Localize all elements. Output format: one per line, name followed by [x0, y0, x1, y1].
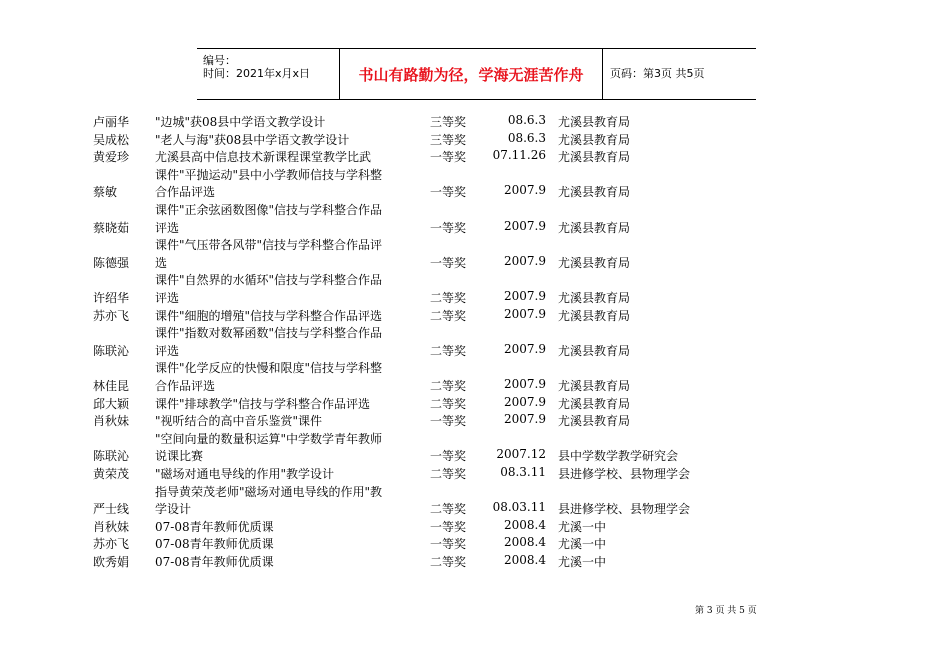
award-date: 08.6.3 — [507, 113, 546, 127]
entry-title: 尤溪县高中信息技术新课程课堂教学比武 — [155, 150, 372, 165]
awarding-organization: 尤溪一中 — [558, 537, 607, 552]
teacher-name: 严士线 — [93, 502, 130, 517]
table-row — [0, 113, 950, 131]
entry-title: 07-08青年教师优质课 — [155, 555, 274, 569]
teacher-name: 许绍华 — [93, 290, 130, 305]
awarding-organization: 尤溪县教育局 — [558, 132, 631, 147]
table-row — [0, 483, 950, 518]
award-level: 三等奖 — [430, 132, 467, 147]
award-date: 2007.9 — [504, 253, 546, 268]
awarding-organization: 尤溪县教育局 — [558, 343, 631, 358]
teacher-name: 黄荣茂 — [93, 467, 130, 481]
award-level: 一等奖 — [430, 220, 467, 235]
table-row — [0, 465, 950, 483]
award-level: 一等奖 — [430, 255, 467, 270]
award-level: 一等奖 — [430, 150, 467, 165]
entry-title: 评选 — [155, 290, 180, 305]
award-level: 二等奖 — [430, 555, 467, 569]
table-row — [0, 553, 950, 571]
entry-title: 课件"气压带各风带"信技与学科整合作品评 — [155, 238, 383, 253]
entry-title: 评选 — [155, 220, 180, 235]
award-level: 二等奖 — [430, 308, 467, 323]
entry-title: "空间向量的数量积运算"中学数学青年教师 — [155, 431, 383, 446]
table-row — [0, 412, 950, 430]
entry-title: 学设计 — [155, 502, 192, 517]
page-number-label: 页码：第3页 共5页 — [610, 67, 705, 80]
award-date: 2008.4 — [504, 553, 546, 567]
entry-title: 课件"化学反应的快慢和限度"信技与学科整 — [155, 361, 383, 376]
table-row — [0, 166, 950, 201]
award-level: 一等奖 — [430, 449, 467, 464]
table-row — [0, 271, 950, 306]
entry-title: 课件"排球教学"信技与学科整合作品评选 — [155, 396, 371, 411]
page-header — [197, 48, 756, 100]
header-meta — [197, 49, 339, 99]
award-level: 二等奖 — [430, 502, 467, 517]
entry-title: 课件"自然界的水循环"信技与学科整合作品 — [155, 273, 383, 288]
teacher-name: 陈德强 — [93, 255, 130, 270]
teacher-name: 蔡晓茹 — [93, 220, 130, 235]
table-row — [0, 131, 950, 149]
teacher-name: 肖秋妹 — [93, 414, 130, 429]
award-level: 二等奖 — [430, 343, 467, 358]
entry-title: "磁场对通电导线的作用"教学设计 — [155, 467, 335, 481]
awarding-organization: 尤溪一中 — [558, 519, 607, 534]
entry-title: 课件"指数对数幂函数"信技与学科整合作品 — [155, 326, 383, 341]
awarding-organization: 尤溪县教育局 — [558, 115, 631, 129]
entry-title: 指导黄荣茂老师"磁场对通电导线的作用"教 — [155, 484, 383, 499]
entry-title: 合作品评选 — [155, 378, 216, 393]
award-date: 2007.9 — [504, 306, 546, 321]
awarding-organization: 县进修学校、县物理学会 — [558, 502, 691, 517]
award-date: 2007.9 — [504, 218, 546, 233]
award-date: 2007.9 — [504, 288, 546, 303]
awarding-organization: 县中学数学教学研究会 — [558, 449, 679, 464]
award-date: 2007.12 — [496, 447, 546, 462]
teacher-name: 苏亦飞 — [93, 308, 130, 323]
award-date: 2008.4 — [504, 535, 546, 550]
entry-title: 合作品评选 — [155, 185, 216, 200]
awarding-organization: 尤溪县教育局 — [558, 378, 631, 393]
award-level: 二等奖 — [430, 396, 467, 411]
entry-title: "视听结合的高中音乐鉴赏"课件 — [155, 414, 323, 429]
table-row — [0, 236, 950, 271]
awarding-organization: 尤溪一中 — [558, 555, 607, 569]
entry-title: 评选 — [155, 343, 180, 358]
award-date: 2008.4 — [504, 517, 546, 532]
teacher-name: 黄爱珍 — [93, 150, 130, 165]
award-date: 08.6.3 — [507, 130, 546, 145]
table-row — [0, 395, 950, 413]
award-level: 二等奖 — [430, 378, 467, 393]
award-date: 07.11.26 — [492, 148, 546, 163]
entry-title: 课件"细胞的增殖"信技与学科整合作品评选 — [155, 308, 383, 323]
teacher-name: 邱大颖 — [93, 396, 130, 411]
entry-title: 说课比赛 — [155, 449, 204, 464]
awarding-organization: 尤溪县教育局 — [558, 396, 631, 411]
awarding-organization: 尤溪县教育局 — [558, 414, 631, 429]
page-footer: 第 3 页 共 5 页 — [695, 606, 757, 616]
number-label: 编号： — [203, 54, 236, 67]
entry-title: 课件"平抛运动"县中小学教师信技与学科整 — [155, 167, 383, 182]
teacher-name: 卢丽华 — [93, 115, 130, 129]
table-row — [0, 535, 950, 553]
award-date: 2007.9 — [504, 412, 546, 427]
teacher-name: 蔡敏 — [93, 185, 118, 200]
teacher-name: 陈联沁 — [93, 343, 130, 358]
award-date: 2007.9 — [504, 394, 546, 409]
table-row — [0, 201, 950, 236]
awarding-organization: 尤溪县教育局 — [558, 150, 631, 165]
entry-title: 07-08青年教师优质课 — [155, 519, 274, 534]
entry-title: 选 — [155, 255, 168, 270]
entry-title: "老人与海"获08县中学语文教学设计 — [155, 132, 350, 147]
award-level: 二等奖 — [430, 290, 467, 305]
award-date: 08.3.11 — [500, 465, 546, 479]
teacher-name: 吴成松 — [93, 132, 130, 147]
teacher-name: 苏亦飞 — [93, 537, 130, 552]
table-row — [0, 430, 950, 465]
awarding-organization: 尤溪县教育局 — [558, 290, 631, 305]
awarding-organization: 县进修学校、县物理学会 — [558, 467, 691, 481]
header-motto: 书山有路勤为径，学海无涯苦作舟 — [358, 65, 584, 84]
award-level: 二等奖 — [430, 467, 467, 481]
award-level: 一等奖 — [430, 414, 467, 429]
award-level: 一等奖 — [430, 185, 467, 200]
awarding-organization: 尤溪县教育局 — [558, 255, 631, 270]
award-date: 08.03.11 — [492, 500, 546, 515]
table-row — [0, 324, 950, 359]
teacher-name: 欧秀娟 — [93, 555, 130, 569]
table-row — [0, 148, 950, 166]
time-label: 时间：2021年x月x日 — [203, 67, 311, 80]
awarding-organization: 尤溪县教育局 — [558, 220, 631, 235]
award-level: 三等奖 — [430, 115, 467, 129]
awarding-organization: 尤溪县教育局 — [558, 185, 631, 200]
teacher-name: 陈联沁 — [93, 449, 130, 464]
table-row — [0, 359, 950, 394]
entry-title: 07-08青年教师优质课 — [155, 537, 274, 552]
entry-title: "边城"获08县中学语文教学设计 — [155, 115, 326, 129]
award-date: 2007.9 — [504, 376, 546, 391]
award-date: 2007.9 — [504, 341, 546, 356]
award-level: 一等奖 — [430, 537, 467, 552]
table-row — [0, 518, 950, 536]
award-date: 2007.9 — [504, 183, 546, 198]
award-level: 一等奖 — [430, 519, 467, 534]
teacher-name: 林佳昆 — [93, 378, 130, 393]
table-row — [0, 307, 950, 325]
entry-title: 课件"正余弦函数图像"信技与学科整合作品 — [155, 203, 383, 217]
awarding-organization: 尤溪县教育局 — [558, 308, 631, 323]
teacher-name: 肖秋妹 — [93, 519, 130, 534]
header-divider-right — [602, 49, 603, 99]
